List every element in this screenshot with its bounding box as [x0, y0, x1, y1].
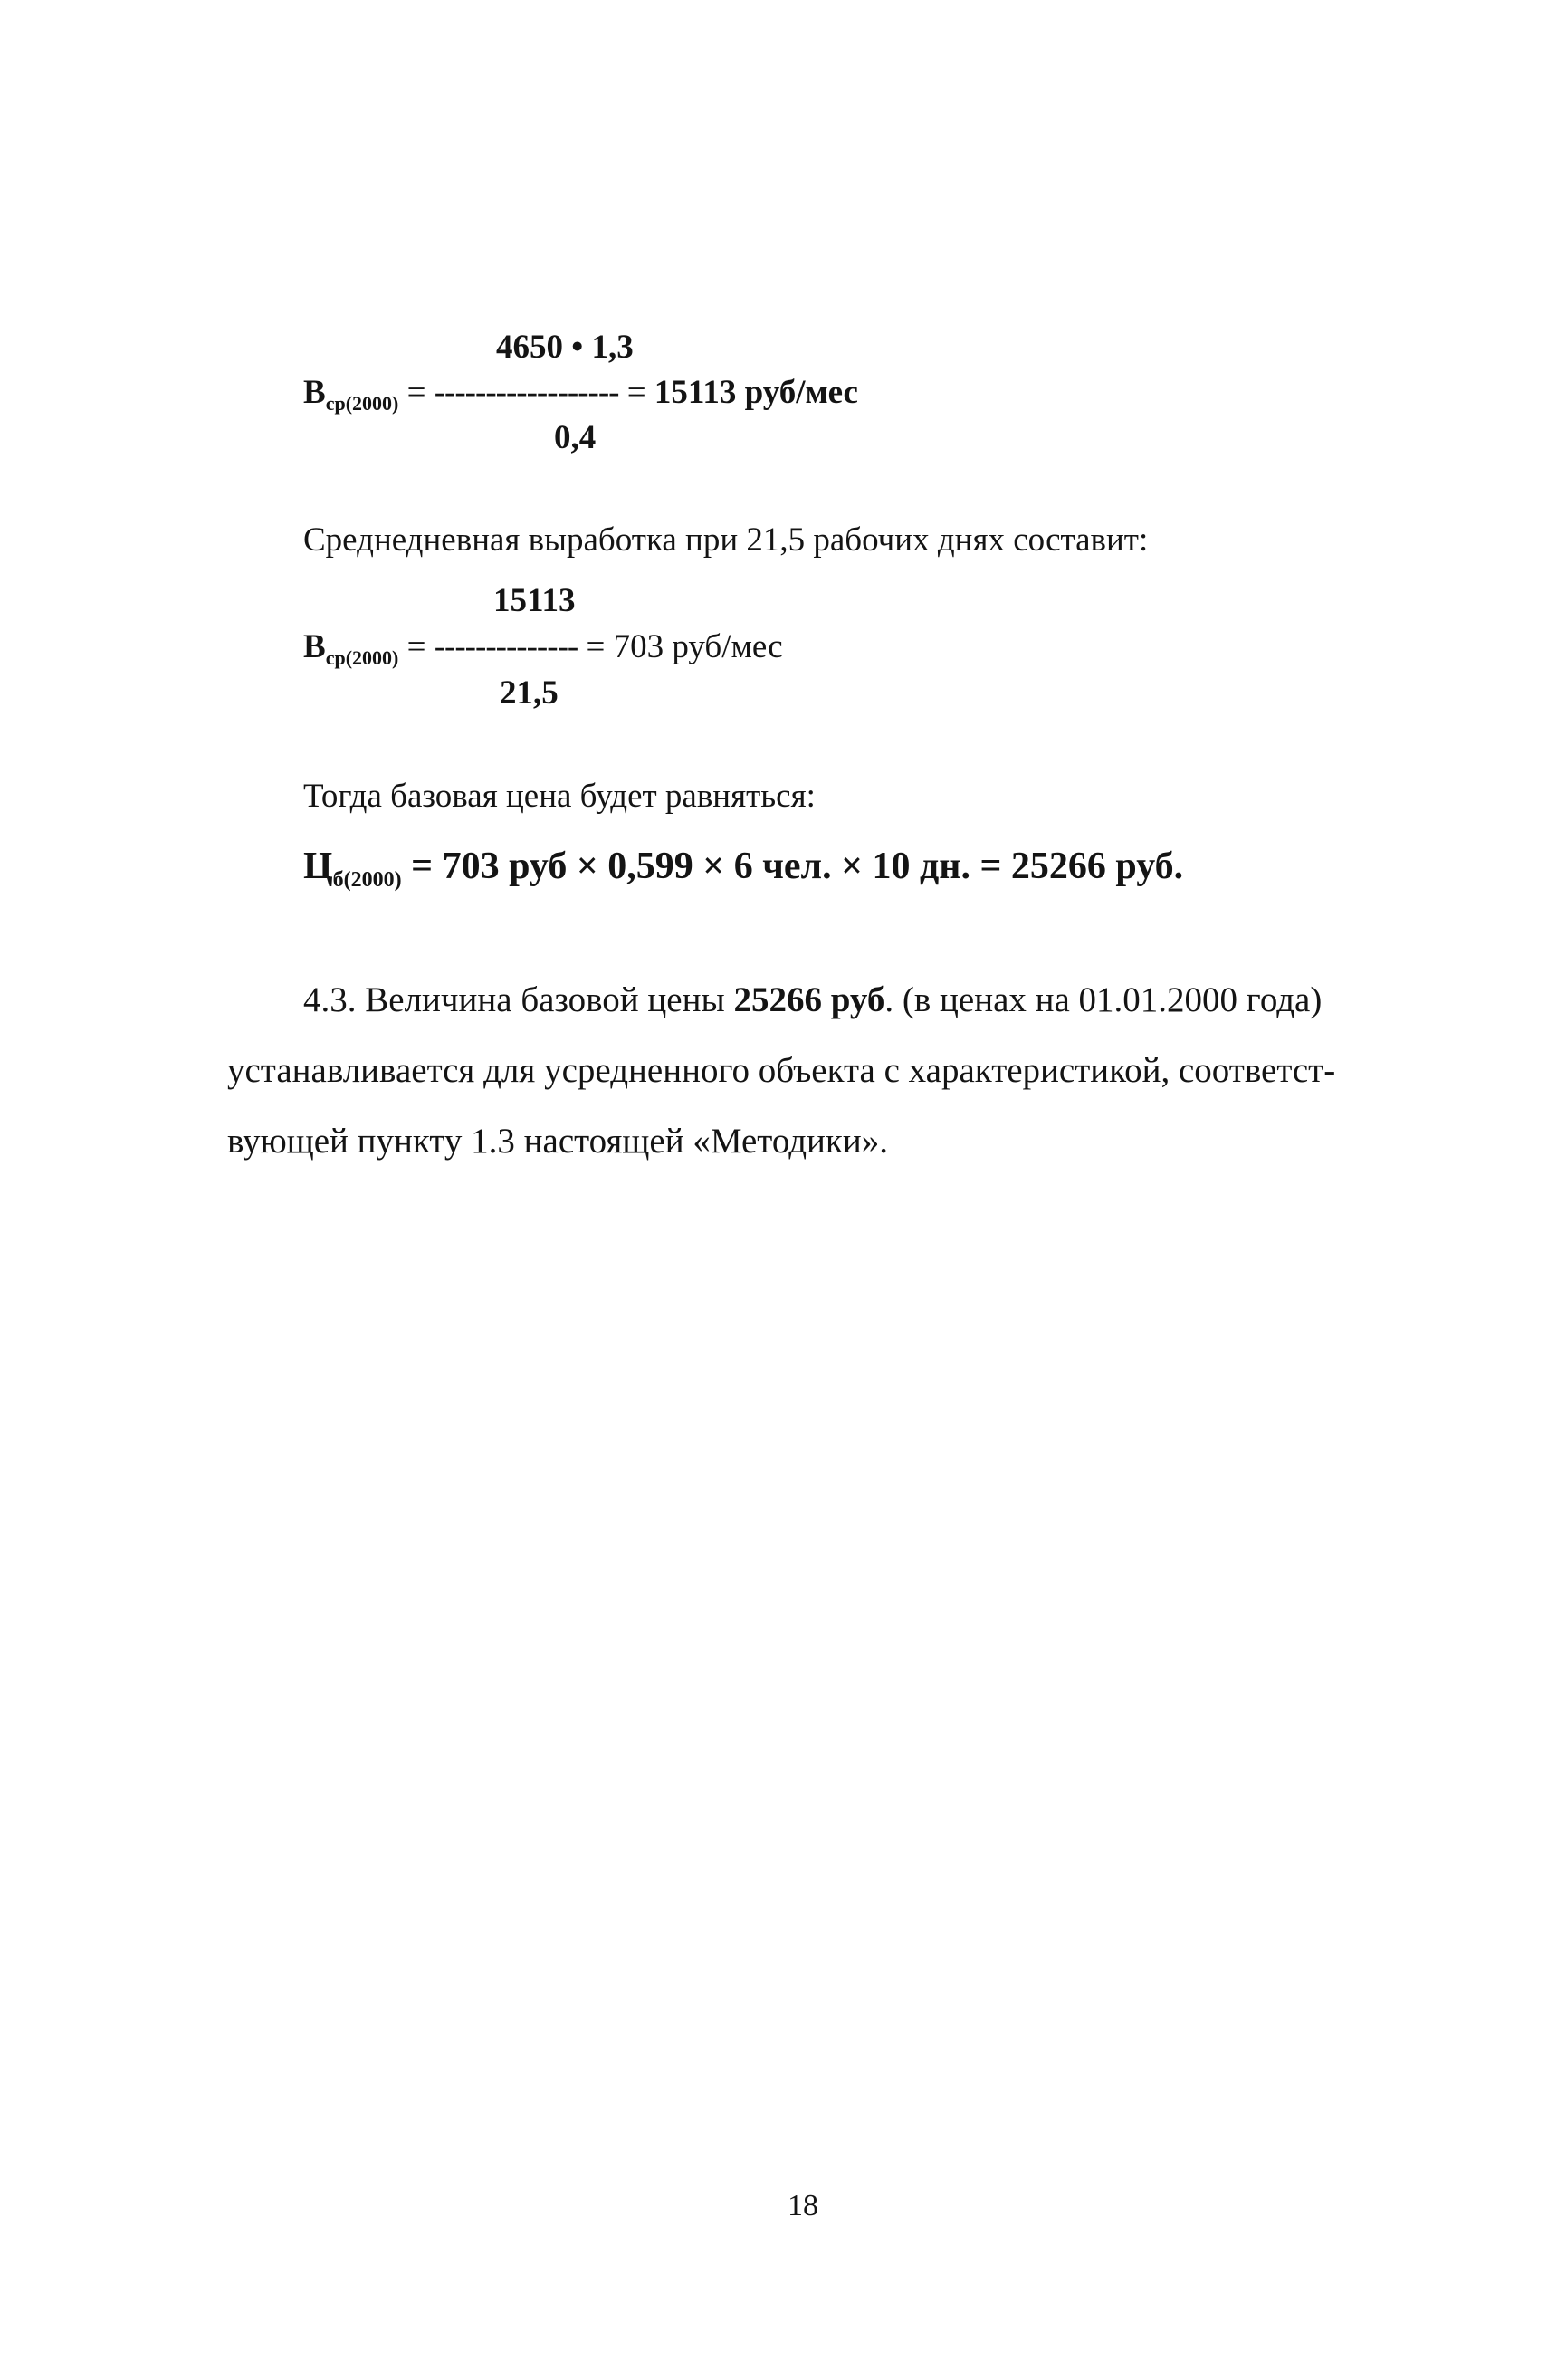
formula2-equation — [303, 627, 783, 671]
paragraph-line-3: вующей пункту 1.3 настоящей «Методики». — [227, 1122, 888, 1161]
formula1-numerator: 4650 • 1,3 — [496, 329, 634, 366]
paragraph-line-1 — [303, 965, 1417, 1036]
formula1-equals-2: = — [626, 374, 646, 411]
formula2-numerator: 15113 — [493, 582, 576, 619]
text-daily-output: Среднедневная выработка при 21,5 рабочих днях составит: — [303, 521, 1149, 559]
formula1-result: 15113 руб/мес — [654, 374, 858, 411]
paragraph-line-2: устанавливается для усредненного объекта с характеристикой, соответст- — [227, 1051, 1336, 1090]
page-number: 18 — [788, 2189, 818, 2222]
formula2-equals: = — [406, 628, 426, 665]
formula3-subscript: б(2000) — [332, 868, 402, 892]
formula2-fraction-bar: -------------- — [434, 628, 578, 665]
formula3-equation — [303, 844, 1183, 894]
formula2-result: 703 руб/мес — [613, 628, 783, 665]
paragraph-line-1-end: . (в ценах на 01.01.2000 года) — [884, 980, 1323, 1019]
formula1-denominator: 0,4 — [554, 419, 597, 456]
formula1-fraction-bar: ------------------ — [434, 374, 619, 411]
formula1-subscript: ср(2000) — [325, 392, 399, 415]
text-base-price: Тогда базовая цена будет равняться: — [303, 778, 816, 815]
formula3-variable: Ц — [303, 846, 333, 887]
formula2-variable: В — [303, 628, 326, 665]
formula3-expression: = 703 руб × 0,599 × 6 чел. × 10 дн. = 25266 руб. — [411, 846, 1184, 887]
formula1-equals: = — [406, 374, 426, 411]
paragraph-line-1-start: 4.3. Величина базовой цены — [303, 980, 734, 1019]
formula1-variable: В — [303, 374, 326, 411]
paragraph-4-3 — [227, 965, 1417, 1177]
formula2-denominator: 21,5 — [500, 674, 559, 712]
formula2-subscript: ср(2000) — [325, 646, 399, 669]
paragraph-bold-price: 25266 руб — [733, 980, 885, 1019]
formula1-equation — [303, 373, 858, 416]
formula2-equals-2: = — [586, 628, 606, 665]
